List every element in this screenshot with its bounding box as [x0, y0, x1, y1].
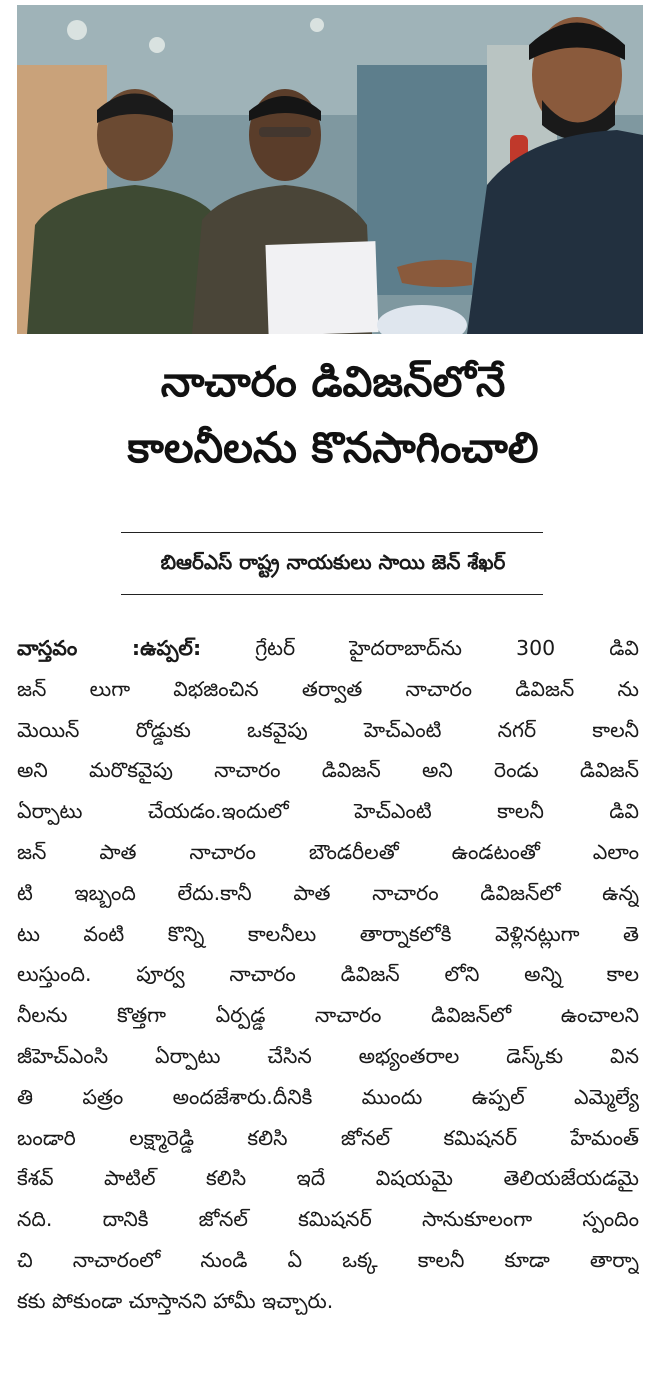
article-line: జీహెచ్ఎంసి ఏర్పాటు చేసిన అభ్యంతరాల డెస్క్‌కు విన — [17, 1043, 639, 1068]
article-first-line-text: గ్రేటర్ హైదరాబాద్‌ను 300 డివి — [201, 636, 639, 660]
headline-line-2: కాలనీలను కొనసాగించాలి — [127, 423, 539, 472]
article-line: కకు పోకుండా చూస్తానని హామీ ఇచ్చారు. — [17, 1288, 334, 1313]
article-line: కేశవ్ పాటిల్ కలిసి ఇదే విషయమై తెలియజేయడమై — [17, 1166, 639, 1191]
photo-illustration — [17, 5, 643, 334]
news-photo — [17, 5, 643, 334]
dateline: వాస్తవం :ఉప్పల్: — [17, 636, 202, 660]
subheadline: బిఆర్ఎస్ రాష్ట్ర నాయకులు సాయి జెన్ శేఖర్ — [160, 550, 506, 574]
article-body — [17, 628, 639, 1322]
article-line: చి నాచారంలో నుండి ఏ ఒక్క కాలనీ కూడా తార్నా — [17, 1247, 639, 1272]
article-line: జన్ పాత నాచారం బౌండరీలతో ఉండటంతో ఎలాం — [17, 839, 639, 864]
article-line: తి పత్రం అందజేశారు.దీనికి ముందు ఉప్పల్ ఎమ్మెల్యే — [17, 1084, 639, 1109]
headline-line-1: నాచారం డివిజన్‌లోనే — [160, 357, 506, 406]
article-line: బండారి లక్ష్మారెడ్డి కలిసి జోనల్ కమిషనర్ హేమంత్ — [17, 1125, 639, 1150]
article-line: నది. దానికి జోనల్ కమిషనర్ సానుకూలంగా స్పందిం — [17, 1207, 639, 1232]
article-line — [17, 628, 639, 669]
subhead-rule-top — [121, 532, 543, 533]
article-line: లుస్తుంది. పూర్వ నాచారం డివిజన్ లోని అన్ని కాల — [17, 962, 639, 987]
article-line: అని మరొకవైపు నాచారం డివిజన్ అని రెండు డివిజన్ — [17, 758, 639, 783]
article-line: టు వంటి కొన్ని కాలనీలు తార్నాకలోకి వెళ్లినట్లుగా తె — [17, 921, 639, 946]
article-line: టి ఇబ్బంది లేదు.కానీ పాత నాచారం డివిజన్‌లో ఉన్న — [17, 880, 639, 905]
article-line: మెయిన్ రోడ్డుకు ఒకవైపు హెచ్ఎంటి నగర్ కాలనీ — [17, 717, 639, 742]
article-line: జన్ లుగా విభజించిన తర్వాత నాచారం డివిజన్ ను — [17, 676, 639, 701]
article-line: నీలను కొత్తగా ఏర్పడ్డ నాచారం డివిజన్‌లో ఉంచాలని — [17, 1003, 639, 1028]
article-line: ఏర్పాటు చేయడం.ఇందులో హెచ్ఎంటి కాలనీ డివి — [17, 799, 639, 824]
subhead-rule-bottom — [121, 594, 543, 595]
